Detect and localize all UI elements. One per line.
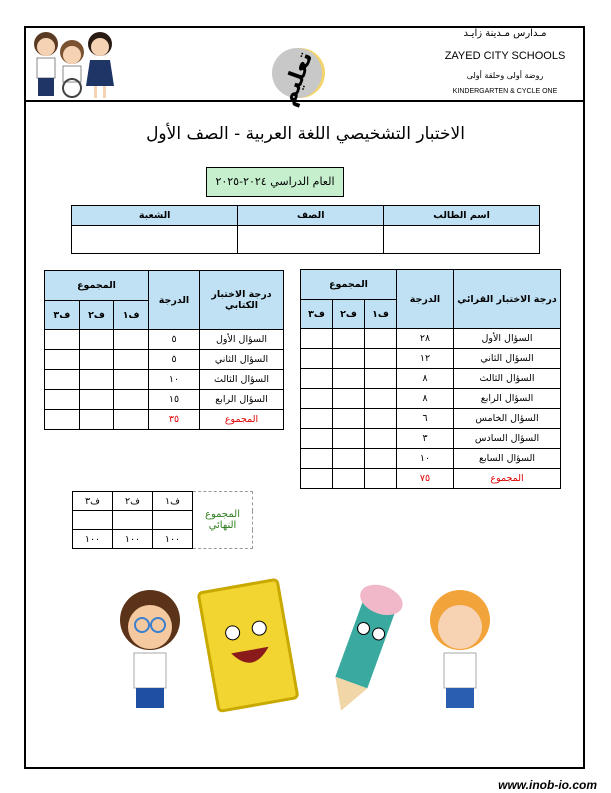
score-cell[interactable]: [365, 429, 397, 449]
total-grade: ٧٥: [397, 469, 454, 489]
book-icon: [198, 579, 298, 711]
writing-test-table: [44, 270, 284, 430]
pencil-icon: [320, 579, 406, 718]
score-cell[interactable]: [333, 409, 365, 429]
question-grade: ٦: [397, 409, 454, 429]
max-score: ١٠٠: [153, 530, 193, 549]
header-divider: [24, 100, 585, 102]
score-cell[interactable]: [365, 469, 397, 489]
table-row: [301, 429, 561, 449]
question-label: السؤال الرابع: [454, 389, 561, 409]
final-score-cell[interactable]: [73, 511, 113, 530]
question-label: السؤال الأول: [454, 329, 561, 349]
academic-year: العام الدراسي ٢٠٢٤-٢٠٢٥: [206, 167, 344, 197]
score-cell[interactable]: [365, 369, 397, 389]
table-row: [301, 349, 561, 369]
score-cell[interactable]: [114, 390, 149, 410]
max-score: ١٠٠: [113, 530, 153, 549]
score-cell[interactable]: [333, 369, 365, 389]
question-label: السؤال الخامس: [454, 409, 561, 429]
table-row: [301, 329, 561, 349]
question-grade: ٨: [397, 369, 454, 389]
score-cell[interactable]: [79, 370, 114, 390]
score-cell[interactable]: [45, 350, 80, 370]
score-cell[interactable]: [79, 330, 114, 350]
term2-label: ف٢: [113, 492, 153, 511]
stage-en: KINDERGARTEN & CYCLE ONE: [452, 88, 558, 95]
score-cell[interactable]: [301, 429, 333, 449]
question-grade: ٨: [397, 389, 454, 409]
final-score-cell[interactable]: [153, 511, 193, 530]
table-row: [301, 389, 561, 409]
website-footer[interactable]: www.inob-io.com: [498, 778, 597, 792]
table-row: [45, 370, 284, 390]
score-cell[interactable]: [79, 390, 114, 410]
table-row: [45, 350, 284, 370]
reading-test-table: [300, 269, 561, 489]
student-name-field[interactable]: [384, 226, 540, 254]
question-grade: ٥: [149, 350, 200, 370]
score-cell[interactable]: [301, 369, 333, 389]
grade-header: الدرجة: [149, 271, 200, 330]
score-cell[interactable]: [114, 370, 149, 390]
question-grade: ٥: [149, 330, 200, 350]
term1-header: ف١: [365, 300, 397, 329]
score-cell[interactable]: [114, 330, 149, 350]
question-grade: ١٥: [149, 390, 200, 410]
score-cell[interactable]: [333, 429, 365, 449]
final-total-table: [72, 491, 253, 549]
score-cell[interactable]: [79, 350, 114, 370]
score-cell[interactable]: [114, 350, 149, 370]
score-cell[interactable]: [333, 469, 365, 489]
score-cell[interactable]: [45, 330, 80, 350]
score-cell[interactable]: [301, 329, 333, 349]
page-title: الاختبار التشخيصي اللغة العربية - الصف الأول: [146, 124, 465, 144]
class-field[interactable]: [238, 226, 384, 254]
score-cell[interactable]: [365, 389, 397, 409]
total-label: المجموع: [200, 410, 284, 430]
question-label: السؤال الرابع: [200, 390, 284, 410]
question-label: السؤال الأول: [200, 330, 284, 350]
total-header: المجموع: [45, 271, 149, 301]
score-cell[interactable]: [301, 349, 333, 369]
max-score: ١٠٠: [73, 530, 113, 549]
score-cell[interactable]: [301, 389, 333, 409]
score-cell[interactable]: [114, 410, 149, 430]
total-label: المجموع: [454, 469, 561, 489]
students-illustration: [28, 28, 118, 100]
question-label: السؤال السادس: [454, 429, 561, 449]
score-cell[interactable]: [333, 389, 365, 409]
total-header: المجموع: [301, 270, 397, 300]
score-cell[interactable]: [365, 349, 397, 369]
question-grade: ٢٨: [397, 329, 454, 349]
stage-ar: روضة أولى وحلقة أولى: [466, 71, 544, 80]
boy-icon: [120, 590, 180, 708]
score-cell[interactable]: [301, 409, 333, 429]
girl-icon: [430, 590, 490, 708]
school-name-en: ZAYED CITY SCHOOLS: [444, 50, 566, 62]
student-info-table: [71, 205, 540, 254]
question-label: السؤال السابع: [454, 449, 561, 469]
writing-test-header: درجة الاختبار الكتابي: [200, 271, 284, 330]
term2-header: ف٢: [333, 300, 365, 329]
question-grade: ١٢: [397, 349, 454, 369]
question-grade: ١٠: [149, 370, 200, 390]
grade-header: الدرجة: [397, 270, 454, 329]
question-label: السؤال الثاني: [200, 350, 284, 370]
logo-text: تعليم: [275, 48, 319, 110]
score-cell[interactable]: [45, 410, 80, 430]
question-label: السؤال الثالث: [454, 369, 561, 389]
term3-header: ف٣: [301, 300, 333, 329]
table-row: [301, 369, 561, 389]
term2-header: ف٢: [79, 301, 114, 330]
class-header: الصف: [238, 206, 384, 226]
table-row: [45, 330, 284, 350]
section-header: الشعبة: [72, 206, 238, 226]
score-cell[interactable]: [365, 329, 397, 349]
final-total-label: المجموع النهائي: [193, 492, 253, 549]
score-cell[interactable]: [45, 370, 80, 390]
term1-header: ف١: [114, 301, 149, 330]
score-cell[interactable]: [301, 469, 333, 489]
final-score-cell[interactable]: [113, 511, 153, 530]
table-row: [301, 409, 561, 429]
score-cell[interactable]: [333, 449, 365, 469]
term1-label: ف١: [153, 492, 193, 511]
total-grade: ٣٥: [149, 410, 200, 430]
section-field[interactable]: [72, 226, 238, 254]
score-cell[interactable]: [79, 410, 114, 430]
table-row: [45, 390, 284, 410]
question-label: السؤال الثالث: [200, 370, 284, 390]
score-cell[interactable]: [45, 390, 80, 410]
term3-label: ف٣: [73, 492, 113, 511]
score-cell[interactable]: [365, 449, 397, 469]
school-name-ar: مـدارس مـدينة زايـد: [463, 28, 547, 39]
question-label: السؤال الثاني: [454, 349, 561, 369]
table-row: [301, 449, 561, 469]
kids-book-pencil-illustration: [90, 575, 520, 725]
score-cell[interactable]: [301, 449, 333, 469]
score-cell[interactable]: [365, 409, 397, 429]
question-grade: ١٠: [397, 449, 454, 469]
question-grade: ٣: [397, 429, 454, 449]
term3-header: ف٣: [45, 301, 80, 330]
score-cell[interactable]: [333, 349, 365, 369]
student-name-header: اسم الطالب: [384, 206, 540, 226]
score-cell[interactable]: [333, 329, 365, 349]
reading-test-header: درجة الاختبار القرائي: [454, 270, 561, 329]
